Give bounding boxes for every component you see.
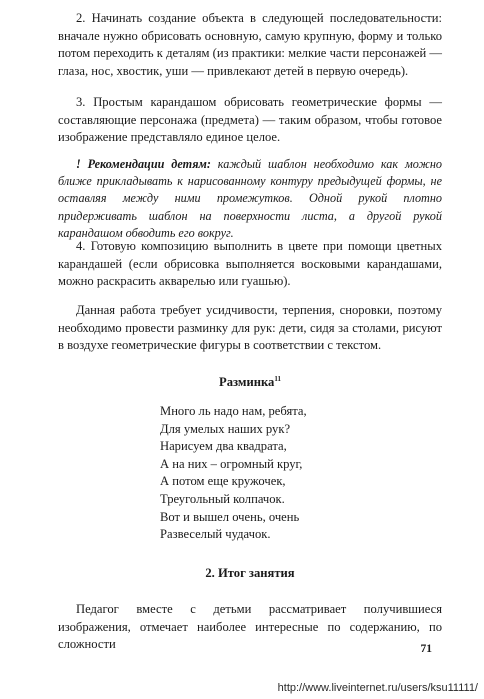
poem-line: А на них – огромный круг,: [160, 456, 303, 471]
warmup-title: Разминка: [219, 375, 275, 390]
paragraph-step-4: [58, 238, 442, 291]
poem-line: А потом еще кружочек,: [160, 474, 286, 489]
poem-line: Развеселый чудачок.: [160, 527, 271, 542]
paragraph-warmup-intro: [58, 302, 442, 355]
paragraph-text: Данная работа требует усидчивости, терпения, сноровки, поэтому необходимо провести разминку для рук: дети, сидя за столами, рисуют в воздухе геометрические фигуры в соответствии с текстом.: [58, 303, 442, 353]
recommendation-text: [58, 156, 442, 242]
paragraph-text: Педагог вместе с детьми рассматривает получившиеся изображения, отмечает наиболее интересные по содержанию, по сложности: [58, 602, 442, 652]
paragraph-step-3: [58, 94, 442, 147]
poem-line: Вот и вышел очень, очень: [160, 509, 300, 524]
paragraph-text: 3. Простым карандашом обрисовать геометрические формы — составляющие персонажа (предмета) — таким образом, чтобы готовое изображение представляло единое целое.: [58, 95, 442, 145]
recommendation-block: [58, 156, 442, 242]
source-url-watermark: http://www.liveinternet.ru/users/ksu11111/: [277, 682, 478, 694]
page-number: 71: [420, 643, 432, 655]
poem-line: Треугольный колпачок.: [160, 491, 285, 506]
poem-line: Много ль надо нам, ребята,: [160, 404, 307, 418]
poem-line: Для умелых наших рук?: [160, 421, 291, 436]
paragraph-text: 2. Начинать создание объекта в следующей последовательности: вначале нужно обрисовать основную, самую крупную, форму и только потом переходить к деталям (из практики: мелкие части персонажей — глаза, нос, хвостик, уши — привлекают детей в первую очередь).: [58, 11, 442, 78]
paragraph-step-2: [58, 10, 442, 80]
warmup-heading: [58, 375, 442, 390]
paragraph-summary: [58, 601, 442, 654]
recommendation-lead: ! Рекомендации детям:: [76, 157, 211, 171]
warmup-poem: [160, 403, 307, 544]
footnote-marker: 11: [274, 375, 281, 383]
paragraph-text: 4. Готовую композицию выполнить в цвете при помощи цветных карандашей (если обрисовка выполняется восковыми карандашами, можно раскрасить акварелью или гуашью).: [58, 239, 442, 289]
poem-line: Нарисуем два квадрата,: [160, 439, 287, 454]
section-heading: 2. Итог занятия: [205, 566, 295, 580]
recommendation-body: каждый шаблон необходимо как можно ближе прикладывать к нарисованному контуру предыдущей формы, не оставляя между ними промежутков. Одной рукой плотно придерживать шаблон на поверхности листа, а другой рукой карандашом обводить его вокруг.: [58, 157, 442, 240]
